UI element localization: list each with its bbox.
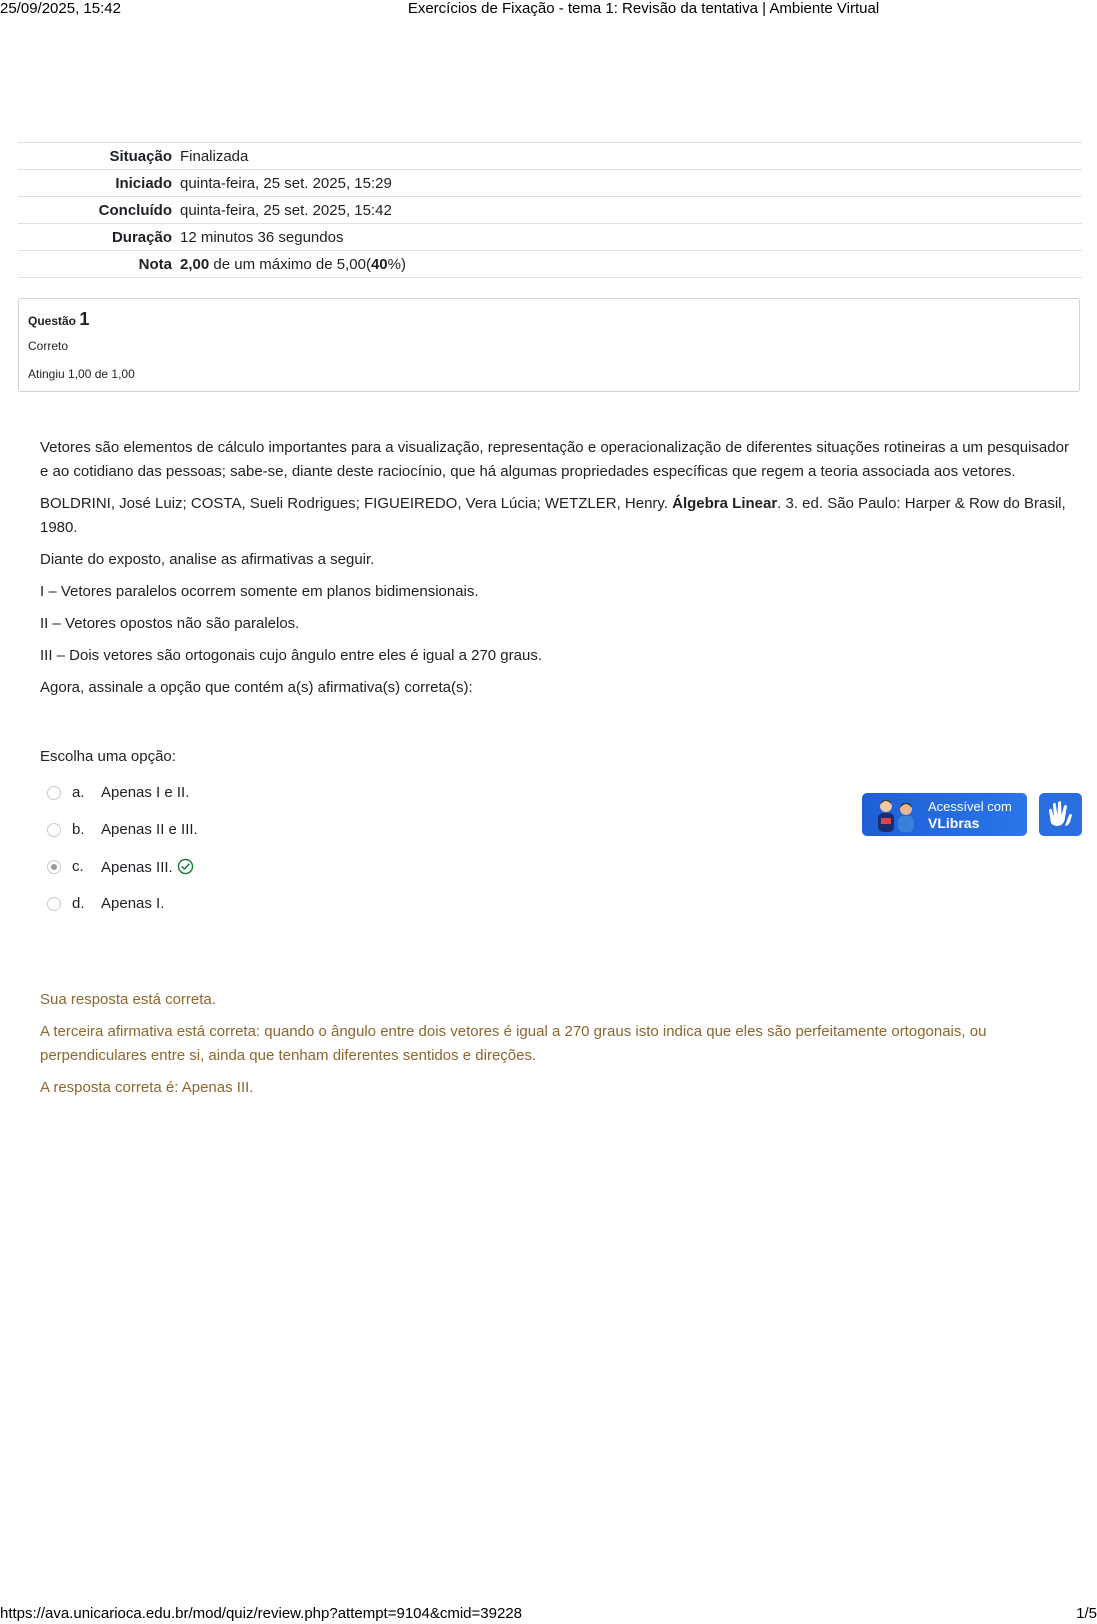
attempt-summary-table — [18, 142, 1082, 278]
radio-button[interactable] — [47, 823, 61, 837]
print-url: https://ava.unicarioca.edu.br/mod/quiz/review.php?attempt=9104&cmid=39228 — [0, 1605, 522, 1622]
summary-label: Duração — [111, 228, 172, 246]
option-letter: d. — [72, 895, 85, 912]
print-datetime: 25/09/2025, 15:42 — [0, 0, 121, 17]
grade-middle: de um máximo de 5,00( — [209, 255, 371, 273]
question-info-box — [18, 298, 1080, 392]
grade-value — [180, 251, 1082, 278]
option-text: Apenas III. — [101, 859, 173, 876]
summary-row — [18, 197, 1082, 224]
vlibras-avatars-icon — [872, 796, 924, 839]
summary-row — [18, 170, 1082, 197]
print-header — [0, 0, 1097, 18]
option-letter: a. — [72, 784, 85, 801]
feedback-correct-answer: A resposta correta é: Apenas III. — [40, 1079, 254, 1096]
summary-value: 12 minutos 36 segundos — [180, 228, 344, 246]
question-intro: Vetores são elementos de cálculo importantes para a visualização, representação e operacionalização de diferentes situações rotineiras a um pesquisador e ao cotidiano das pessoas; sabe-se, diante deste raciocínio, que há algumas propriedades específicas que regem a teoria associada aos vetores. — [40, 439, 1069, 480]
summary-row-grade — [18, 251, 1082, 278]
vlibras-banner[interactable] — [862, 793, 1027, 836]
correct-check-icon — [177, 858, 194, 879]
feedback-section — [40, 988, 1070, 1108]
statement-3: III – Dois vetores são ortogonais cujo ângulo entre eles é igual a 270 graus. — [40, 647, 542, 664]
print-page-title: Exercícios de Fixação - tema 1: Revisão da tentativa | Ambiente Virtual — [407, 0, 880, 17]
summary-row — [18, 224, 1082, 251]
option-text-wrap — [101, 858, 194, 879]
option-text: Apenas I e II. — [101, 784, 190, 801]
option-text: Apenas I. — [101, 895, 165, 912]
vlibras-line1: Acessível com — [928, 799, 1012, 814]
question-number-value: 1 — [79, 309, 90, 329]
reference-title: Álgebra Linear — [672, 495, 778, 512]
radio-button[interactable] — [47, 897, 61, 911]
vlibras-button[interactable] — [1039, 793, 1082, 836]
question-text — [40, 436, 1070, 708]
option-text: Apenas II e III. — [101, 821, 198, 838]
vlibras-line2: VLibras — [928, 815, 980, 831]
question-state: Correto — [28, 339, 69, 353]
grade-score: 2,00 — [180, 255, 210, 273]
statement-1: I – Vetores paralelos ocorrem somente em planos bidimensionais. — [40, 583, 479, 600]
summary-value: Finalizada — [180, 147, 249, 165]
question-instruction: Agora, assinale a opção que contém a(s) afirmativa(s) correta(s): — [40, 679, 473, 696]
summary-row — [18, 143, 1082, 170]
question-grade: Atingiu 1,00 de 1,00 — [28, 367, 135, 381]
print-footer — [0, 1605, 1097, 1623]
question-prefix: Questão — [28, 314, 77, 328]
radio-button-selected[interactable] — [47, 860, 61, 874]
grade-percent: 40 — [370, 255, 388, 273]
summary-label: Situação — [109, 147, 172, 165]
option-letter: c. — [72, 858, 84, 875]
answer-prompt: Escolha uma opção: — [40, 748, 176, 765]
summary-label: Concluído — [98, 201, 172, 219]
summary-value: quinta-feira, 25 set. 2025, 15:29 — [180, 174, 392, 192]
feedback-result: Sua resposta está correta. — [40, 991, 216, 1008]
statement-2: II – Vetores opostos não são paralelos. — [40, 615, 300, 632]
option-letter: b. — [72, 821, 85, 838]
question-reference — [40, 492, 1070, 540]
summary-label: Iniciado — [115, 174, 172, 192]
sign-language-hands-icon — [1039, 823, 1082, 840]
feedback-explanation: A terceira afirmativa está correta: quando o ângulo entre dois vetores é igual a 270 graus isto indica que eles são perfeitamente ortogonais, ou perpendiculares entre si, ainda que tenham diferentes sentidos e direções. — [40, 1023, 987, 1064]
reference-publisher: . 3. ed. São Paulo: Harper & Row do Brasil, 1980. — [40, 495, 1066, 536]
reference-authors: BOLDRINI, José Luiz; COSTA, Sueli Rodrigues; FIGUEIREDO, Vera Lúcia; WETZLER, Henry. — [40, 495, 673, 512]
question-number — [28, 309, 89, 330]
summary-label: Nota — [138, 255, 172, 273]
radio-button[interactable] — [47, 786, 61, 800]
summary-value: quinta-feira, 25 set. 2025, 15:42 — [180, 201, 392, 219]
grade-end: %) — [387, 255, 406, 273]
question-lead: Diante do exposto, analise as afirmativas a seguir. — [40, 551, 375, 568]
print-page-number: 1/5 — [1076, 1605, 1097, 1622]
